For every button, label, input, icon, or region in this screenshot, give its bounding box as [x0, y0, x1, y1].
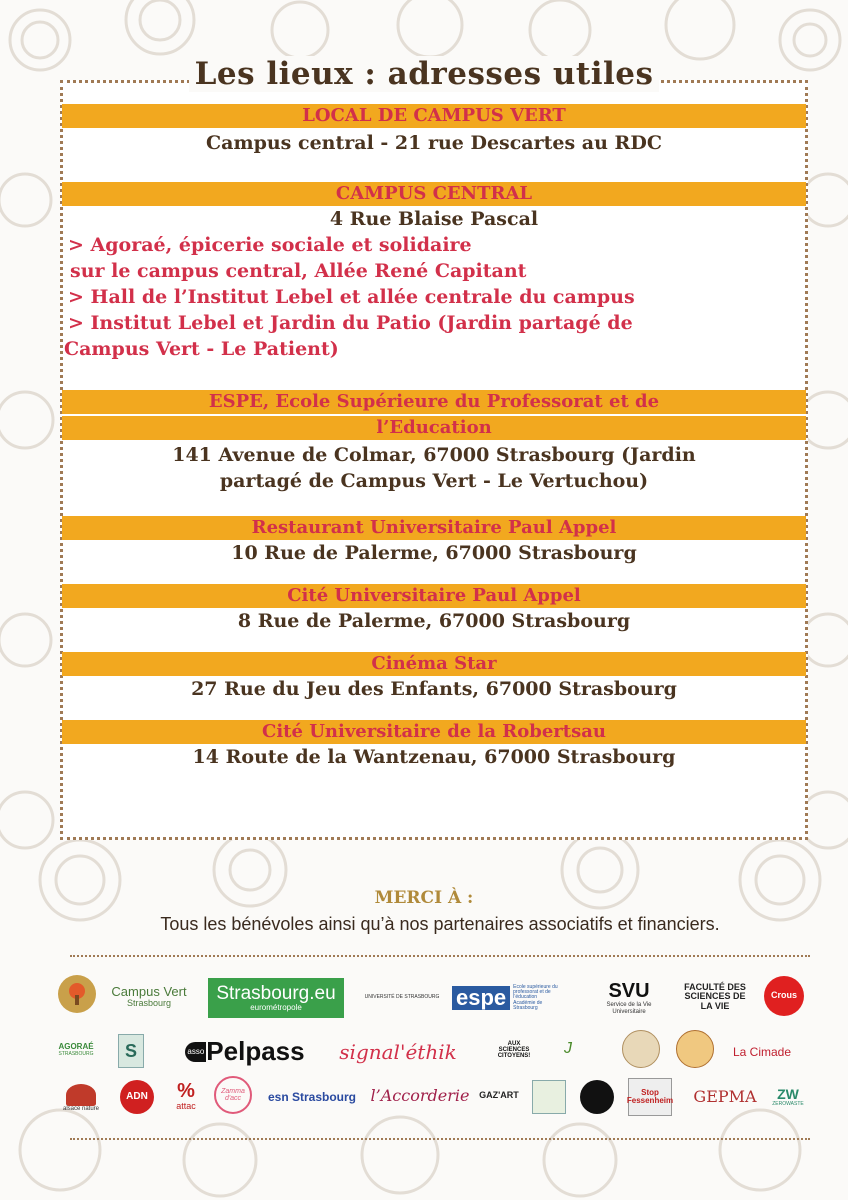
place-item: > Agoraé, épicerie sociale et solidaire	[68, 234, 472, 256]
tree-logo	[58, 975, 96, 1013]
fsv-logo: FACULTÉ DES SCIENCES DE LA VIE	[684, 981, 746, 1011]
thanks-text: Tous les bénévoles ainsi qu’à nos partenaires associatifs et financiers.	[160, 914, 720, 934]
square-logo	[532, 1080, 566, 1114]
pelpass-logo: asso Pelpass	[187, 1036, 305, 1067]
unistra-logo: UNIVERSITÉ DE STRASBOURG	[364, 994, 440, 1001]
page-title: Les lieux : adresses utiles	[0, 56, 848, 92]
zamma-logo: Zamma d'acc	[214, 1076, 252, 1114]
place-address: partagé de Campus Vert - Le Vertuchou)	[219, 470, 649, 492]
addresses-list	[62, 104, 806, 770]
place-name: Cinéma Star	[62, 652, 806, 676]
place-name: LOCAL DE CAMPUS VERT	[62, 104, 806, 128]
alsace-nature-logo: alsace nature	[56, 1080, 106, 1116]
place-item: > Institut Lebel et Jardin du Patio (Jardin partagé de	[68, 312, 633, 334]
aux-sciences-logo: AUX SCIENCES CITOYENS!	[497, 1040, 531, 1060]
campus-vert-logo: Campus Vert Strasbourg	[111, 984, 187, 1009]
s-logo: S	[118, 1034, 144, 1068]
place-name: Cité Universitaire Paul Appel	[62, 584, 806, 608]
attac-logo: % attac	[176, 1079, 196, 1111]
jfv-logo: J	[564, 1039, 572, 1057]
place-name: CAMPUS CENTRAL	[62, 182, 806, 206]
svu-logo: SVU Service de la Vie Universitaire	[606, 980, 652, 1015]
gepma-logo: GEPMA	[693, 1086, 757, 1106]
place-address: 10 Rue de Palerme, 67000 Strasbourg	[231, 542, 637, 564]
esn-logo: esn Strasbourg	[267, 1089, 357, 1104]
place-item: sur le campus central, Allée René Capitant	[70, 260, 527, 282]
adn-logo: ADN	[120, 1080, 154, 1114]
place-name: l’Education	[62, 416, 806, 440]
place-item: > Hall de l’Institut Lebel et allée centrale du campus	[68, 286, 635, 308]
separator-top	[70, 955, 810, 957]
la-cimade-logo: La Cimade	[732, 1044, 792, 1059]
round-logo-1	[622, 1030, 660, 1068]
place-address: 8 Rue de Palerme, 67000 Strasbourg	[237, 610, 631, 632]
place-address: Campus central - 21 rue Descartes au RDC	[206, 132, 662, 154]
place-address: 141 Avenue de Colmar, 67000 Strasbourg (Jardin	[172, 444, 696, 466]
place-name: Restaurant Universitaire Paul Appel	[62, 516, 806, 540]
gazart-logo: GAZ'ART	[479, 1090, 519, 1101]
place-address: 4 Rue Blaise Pascal	[329, 208, 539, 230]
place-item: Campus Vert - Le Patient)	[64, 338, 339, 360]
place-name: Cité Universitaire de la Robertsau	[62, 720, 806, 744]
round-logo-2	[676, 1030, 714, 1068]
black-round-logo	[580, 1080, 614, 1114]
strasbourg-eu-logo: Strasbourg.eu eurométropole	[208, 978, 344, 1018]
zerowaste-logo: ZW ZEROWASTE	[772, 1086, 804, 1107]
separator-bottom	[70, 1138, 810, 1140]
accorderie-logo: l’Accorderie	[370, 1085, 470, 1105]
place-name: ESPE, Ecole Supérieure du Professorat et de	[62, 390, 806, 414]
espe-logo: espe Ecole supérieure du professorat et de l’éducation Académie de Strasbourg	[452, 980, 560, 1016]
thanks-title: MERCI À :	[374, 888, 474, 908]
stop-fessenheim-logo: Stop Fessenheim	[628, 1078, 672, 1116]
place-address: 14 Route de la Wantzenau, 67000 Strasbourg	[192, 746, 676, 768]
crous-logo: Crous	[764, 976, 804, 1016]
place-address: 27 Rue du Jeu des Enfants, 67000 Strasbourg	[191, 678, 677, 700]
agorae-logo: AGORAÉ STRASBOURG	[58, 1042, 94, 1057]
signal-ethik-logo: signal'éthik	[339, 1039, 457, 1064]
